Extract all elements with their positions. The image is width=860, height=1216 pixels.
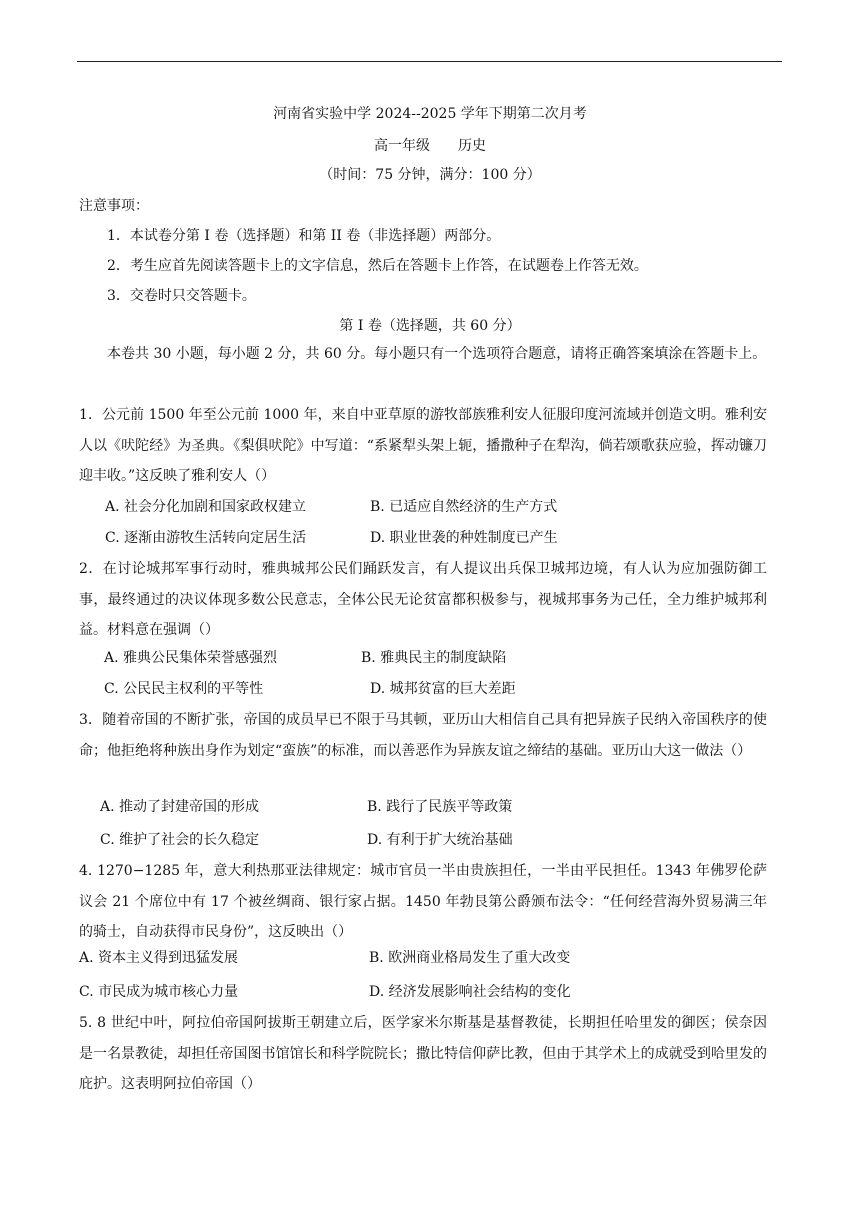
notice-item: 3．交卷时只交答题卡。 — [107, 288, 256, 304]
question-5-stem: 5. 8 世纪中叶，阿拉伯帝国阿拔斯王朝建立后，医学家米尔斯基是基督教徒，长期担任哈里发的御医；侯奈因是一名景教徒，却担任帝国图书馆馆长和科学院院长；撒比特信仰萨比教，但由于其学术上的成就受到哈里发的庇护。这表明阿拉伯帝国（） — [79, 1015, 767, 1093]
question-3-option-d: D. 有利于扩大统治基础 — [367, 832, 513, 848]
question-2-option-a: A. 雅典公民集体荣誉感强烈 — [104, 650, 278, 666]
question-1-option-d: D. 职业世袭的种姓制度已产生 — [370, 530, 558, 546]
question-4-option-b: B. 欧洲商业格局发生了重大改变 — [369, 950, 571, 966]
time-score: （时间：75 分钟，满分：100 分） — [319, 167, 541, 183]
grade-subject: 高一年级 历史 — [374, 138, 486, 154]
question-1-option-a: A. 社会分化加剧和国家政权建立 — [105, 499, 307, 515]
section-instruction: 本卷共 30 小题，每小题 2 分，共 60 分。每小题只有一个选项符合题意，请将正确答案填涂在答题卡上。 — [107, 346, 767, 362]
question-2-stem: 2．在讨论城邦军事行动时，雅典城邦公民们踊跃发言，有人提议出兵保卫城邦边境，有人认为应加强防御工事，最终通过的决议体现多数公民意志，全体公民无论贫富都积极参与，视城邦事务为己任，全力维护城邦利益。材料意在强调（） — [79, 561, 767, 639]
question-1-stem: 1．公元前 1500 年至公元前 1000 年，来自中亚草原的游牧部族雅利安人征服印度河流域并创造文明。雅利安人以《吠陀经》为圣典。《梨俱吠陀》中写道：“系紧犁头架上轭，播撒种子在犁沟，倘若颂歌获应验，挥动镰刀迎丰收。”这反映了雅利安人（） — [79, 407, 767, 485]
notice-item: 1．本试卷分第 I 卷（选择题）和第 II 卷（非选择题）两部分。 — [107, 228, 501, 244]
question-4-option-a: A. 资本主义得到迅猛发展 — [79, 950, 239, 966]
question-2-option-c: C. 公民民主权利的平等性 — [104, 681, 264, 697]
question-1-option-b: B. 已适应自然经济的生产方式 — [370, 499, 558, 515]
question-4-option-d: D. 经济发展影响社会结构的变化 — [369, 984, 571, 1000]
question-4-option-c: C. 市民成为城市核心力量 — [79, 984, 239, 1000]
notice-item: 2．考生应首先阅读答题卡上的文字信息，然后在答题卡上作答，在试题卷上作答无效。 — [107, 258, 648, 274]
question-2-option-d: D. 城邦贫富的巨大差距 — [370, 681, 516, 697]
top-rule — [77, 61, 782, 62]
notice-label: 注意事项： — [79, 198, 149, 214]
question-2-option-b: B. 雅典民主的制度缺陷 — [361, 650, 507, 666]
question-3-option-c: C. 维护了社会的长久稳定 — [100, 832, 260, 848]
question-4-stem: 4. 1270−1285 年，意大利热那亚法律规定：城市官员一半由贵族担任，一半由平民担任。1343 年佛罗伦萨议会 21 个席位中有 17 个被丝绸商、银行家占据。1450 年勃艮第公爵颁布法令：“任何经营海外贸易满三年的骑士，自动获得市民身份”，这反映出（） — [79, 863, 767, 941]
question-3-stem: 3．随着帝国的不断扩张，帝国的成员早已不限于马其顿，亚历山大相信自己具有把异族子民纳入帝国秩序的使命；他拒绝将种族出身作为划定“蛮族”的标准，而以善恶作为异族友谊之缔结的基础。亚历山大这一做法（） — [79, 712, 767, 759]
question-3-option-b: B. 践行了民族平等政策 — [367, 799, 513, 815]
question-1-option-c: C. 逐渐由游牧生活转向定居生活 — [105, 530, 307, 546]
exam-title: 河南省实验中学 2024--2025 学年下期第二次月考 — [273, 106, 587, 122]
question-3-option-a: A. 推动了封建帝国的形成 — [100, 799, 260, 815]
section-title: 第 I 卷（选择题，共 60 分） — [339, 318, 521, 334]
